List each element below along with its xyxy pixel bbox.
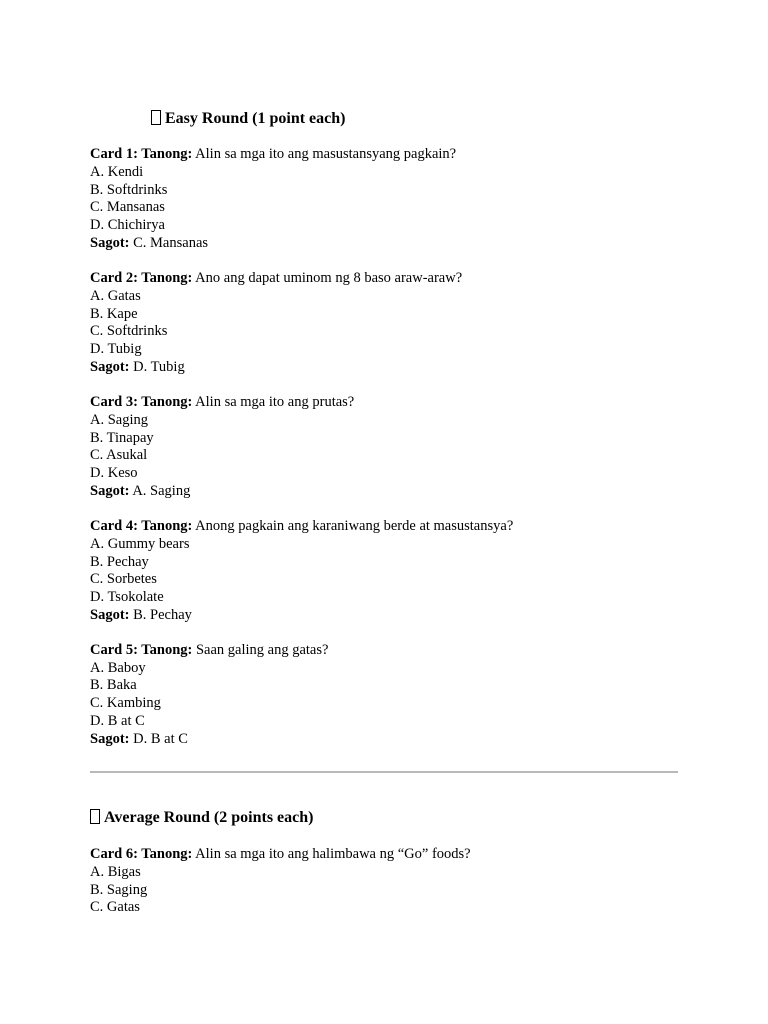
section-divider (90, 771, 678, 773)
option-b: B. Softdrinks (90, 181, 168, 198)
card-label: Card 6: Tanong: (90, 846, 193, 862)
question-card-2 (90, 270, 513, 377)
average-round-title: Average Round (2 points each) (104, 809, 314, 826)
answer-label: Sagot: (90, 606, 130, 623)
option-d: D. Chichirya (90, 217, 165, 234)
option-b: B. Pechay (90, 553, 149, 570)
answer-text: D. Tubig (133, 358, 185, 375)
question-text: Alin sa mga ito ang halimbawa ng “Go” foods? (195, 846, 471, 862)
question-card-6 (90, 846, 471, 917)
question-line (90, 518, 513, 536)
answer-label: Sagot: (90, 482, 130, 499)
option-c: C. Asukal (90, 447, 148, 464)
option-a: A. Kendi (90, 163, 144, 180)
easy-round-cards (90, 146, 513, 766)
question-card-4 (90, 518, 513, 625)
question-line (90, 642, 513, 660)
answer-line (90, 731, 513, 749)
option-b: B. Tinapay (90, 429, 154, 446)
answer-label: Sagot: (90, 234, 130, 251)
question-line (90, 394, 513, 412)
answer-text: B. Pechay (133, 606, 192, 623)
option-a: A. Bigas (90, 863, 141, 880)
option-c: C. Softdrinks (90, 323, 168, 340)
card-label: Card 4: Tanong: (90, 517, 193, 534)
option-c: C. Sorbetes (90, 571, 157, 588)
answer-line (90, 235, 513, 253)
easy-round-title: Easy Round (1 point each) (165, 110, 346, 127)
option-d: D. Keso (90, 465, 138, 482)
question-card-3 (90, 394, 513, 501)
option-b: B. Saging (90, 881, 148, 898)
missing-glyph-icon (151, 110, 161, 125)
option-a: A. Gatas (90, 287, 141, 304)
card-label: Card 1: Tanong: (90, 146, 193, 162)
answer-line (90, 607, 513, 625)
card-label: Card 5: Tanong: (90, 641, 193, 658)
question-text: Alin sa mga ito ang prutas? (195, 393, 355, 410)
option-d: D. B at C (90, 713, 145, 730)
answer-line (90, 359, 513, 377)
answer-line (90, 483, 513, 501)
question-line (90, 270, 513, 288)
option-b: B. Kape (90, 305, 138, 322)
option-c: C. Gatas (90, 899, 140, 916)
answer-text: D. B at C (133, 730, 188, 747)
question-text: Saan galing ang gatas? (195, 641, 329, 658)
question-card-5 (90, 642, 513, 749)
question-line (90, 146, 513, 164)
question-text: Anong pagkain ang karaniwang berde at masustansya? (195, 517, 514, 534)
answer-text: C. Mansanas (133, 234, 209, 251)
question-text: Alin sa mga ito ang masustansyang pagkain? (195, 146, 457, 162)
question-text: Ano ang dapat uminom ng 8 baso araw-araw? (195, 269, 463, 286)
option-a: A. Gummy bears (90, 535, 190, 552)
question-card-1 (90, 146, 513, 253)
option-d: D. Tubig (90, 341, 142, 358)
average-round-cards (90, 846, 471, 934)
answer-text: A. Saging (132, 482, 191, 499)
answer-label: Sagot: (90, 358, 130, 375)
card-label: Card 3: Tanong: (90, 393, 193, 410)
question-line (90, 846, 471, 864)
missing-glyph-icon (90, 809, 100, 824)
option-c: C. Kambing (90, 695, 161, 712)
option-a: A. Saging (90, 411, 148, 428)
easy-round-heading (151, 109, 345, 129)
answer-label: Sagot: (90, 730, 130, 747)
option-c: C. Mansanas (90, 199, 165, 216)
option-d: D. Tsokolate (90, 589, 164, 606)
option-a: A. Baboy (90, 659, 146, 676)
option-b: B. Baka (90, 677, 137, 694)
card-label: Card 2: Tanong: (90, 269, 193, 286)
average-round-heading (90, 808, 313, 828)
